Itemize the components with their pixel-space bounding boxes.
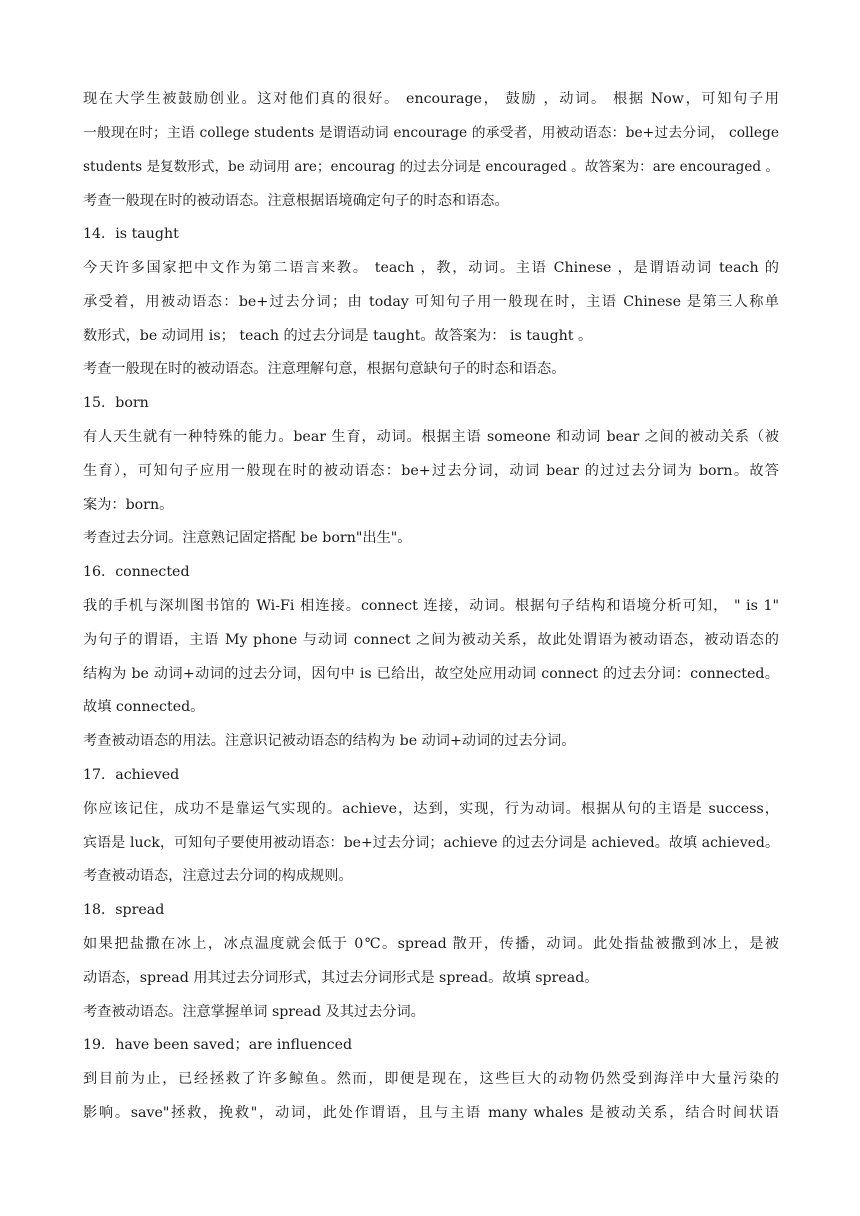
text-line: 影响。save"拯救，挽救"，动词，此处作谓语，且与主语 many whales 是被动关系，结合时间状语 [83,1105,779,1121]
answer-heading: 16．connected [83,564,190,580]
text-line: 到目前为止，已经拯救了许多鲸鱼。然而，即便是现在，这些巨大的动物仍然受到海洋中大量污染的 [83,1071,779,1087]
text-line: 生育），可知句子应用一般现在时的被动语态：be+过去分词，动词 bear 的过过去分词为 born。故答 [83,463,779,479]
text-line: 考查一般现在时的被动语态。注意根据语境确定句子的时态和语态。 [83,193,509,209]
text-line: 数形式，be 动词用 is； teach 的过去分词是 taught。故答案为： is taught 。 [83,328,593,344]
text-line: 一般现在时；主语 college students 是谓语动词 encourage 的承受者，用被动语态：be+过去分词， college [83,125,779,141]
text-line: 案为：born。 [83,497,174,513]
text-line: 为句子的谓语，主语 My phone 与动词 connect 之间为被动关系，故此处谓语为被动语态，被动语态的 [83,632,779,648]
text-line: 故填 connected。 [83,699,205,715]
text-line: students 是复数形式，be 动词用 are；encourag 的过去分词是 encouraged 。故答案为：are encouraged 。 [83,159,779,175]
answer-heading: 14．is taught [83,226,179,242]
text-line: 动语态，spread 用其过去分词形式，其过去分词形式是 spread。故填 spread。 [83,970,599,986]
text-line: 考查一般现在时的被动语态。注意理解句意，根据句意缺句子的时态和语态。 [83,361,566,377]
answer-heading: 19．have been saved；are influenced [83,1037,353,1053]
text-line: 考查过去分词。注意熟记固定搭配 be born"出生"。 [83,530,412,546]
text-line: 结构为 be 动词+动词的过去分词，因句中 is 已给出，故空处应用动词 connect 的过去分词：connected。 [83,666,779,682]
text-line: 宾语是 luck，可知句子要使用被动语态：be+过去分词；achieve 的过去分词是 achieved。故填 achieved。 [83,835,779,851]
text-line: 考查被动语态，注意过去分词的构成规则。 [83,868,353,884]
answer-heading: 17．achieved [83,767,180,783]
text-line: 今天许多国家把中文作为第二语言来教。 teach ，教，动词。主语 Chinese ，是谓语动词 teach 的 [83,260,779,276]
text-line: 有人天生就有一种特殊的能力。bear 生育，动词。根据主语 someone 和动词 bear 之间的被动关系（被 [83,429,779,445]
text-line: 你应该记住，成功不是靠运气实现的。achieve，达到，实现，行为动词。根据从句的主语是 success， [83,801,779,817]
text-line: 考查被动语态的用法。注意识记被动语态的结构为 be 动词+动词的过去分词。 [83,733,576,749]
text-line: 考查被动语态。注意掌握单词 spread 及其过去分词。 [83,1004,425,1020]
text-line: 现在大学生被鼓励创业。这对他们真的很好。 encourage， 鼓励 ，动词。 根据 Now，可知句子用 [83,91,779,107]
text-line: 承受着，用被动语态：be+过去分词；由 today 可知句子用一般现在时，主语 Chinese 是第三人称单 [83,294,779,310]
text-line: 如果把盐撒在冰上，冰点温度就会低于 0℃。spread 散开，传播，动词。此处指盐被撒到冰上，是被 [83,936,779,952]
answer-heading: 18．spread [83,902,165,918]
text-line: 我的手机与深圳图书馆的 Wi-Fi 相连接。connect 连接，动词。根据句子结构和语境分析可知， " is 1" [83,598,779,614]
answer-heading: 15．born [83,395,149,411]
